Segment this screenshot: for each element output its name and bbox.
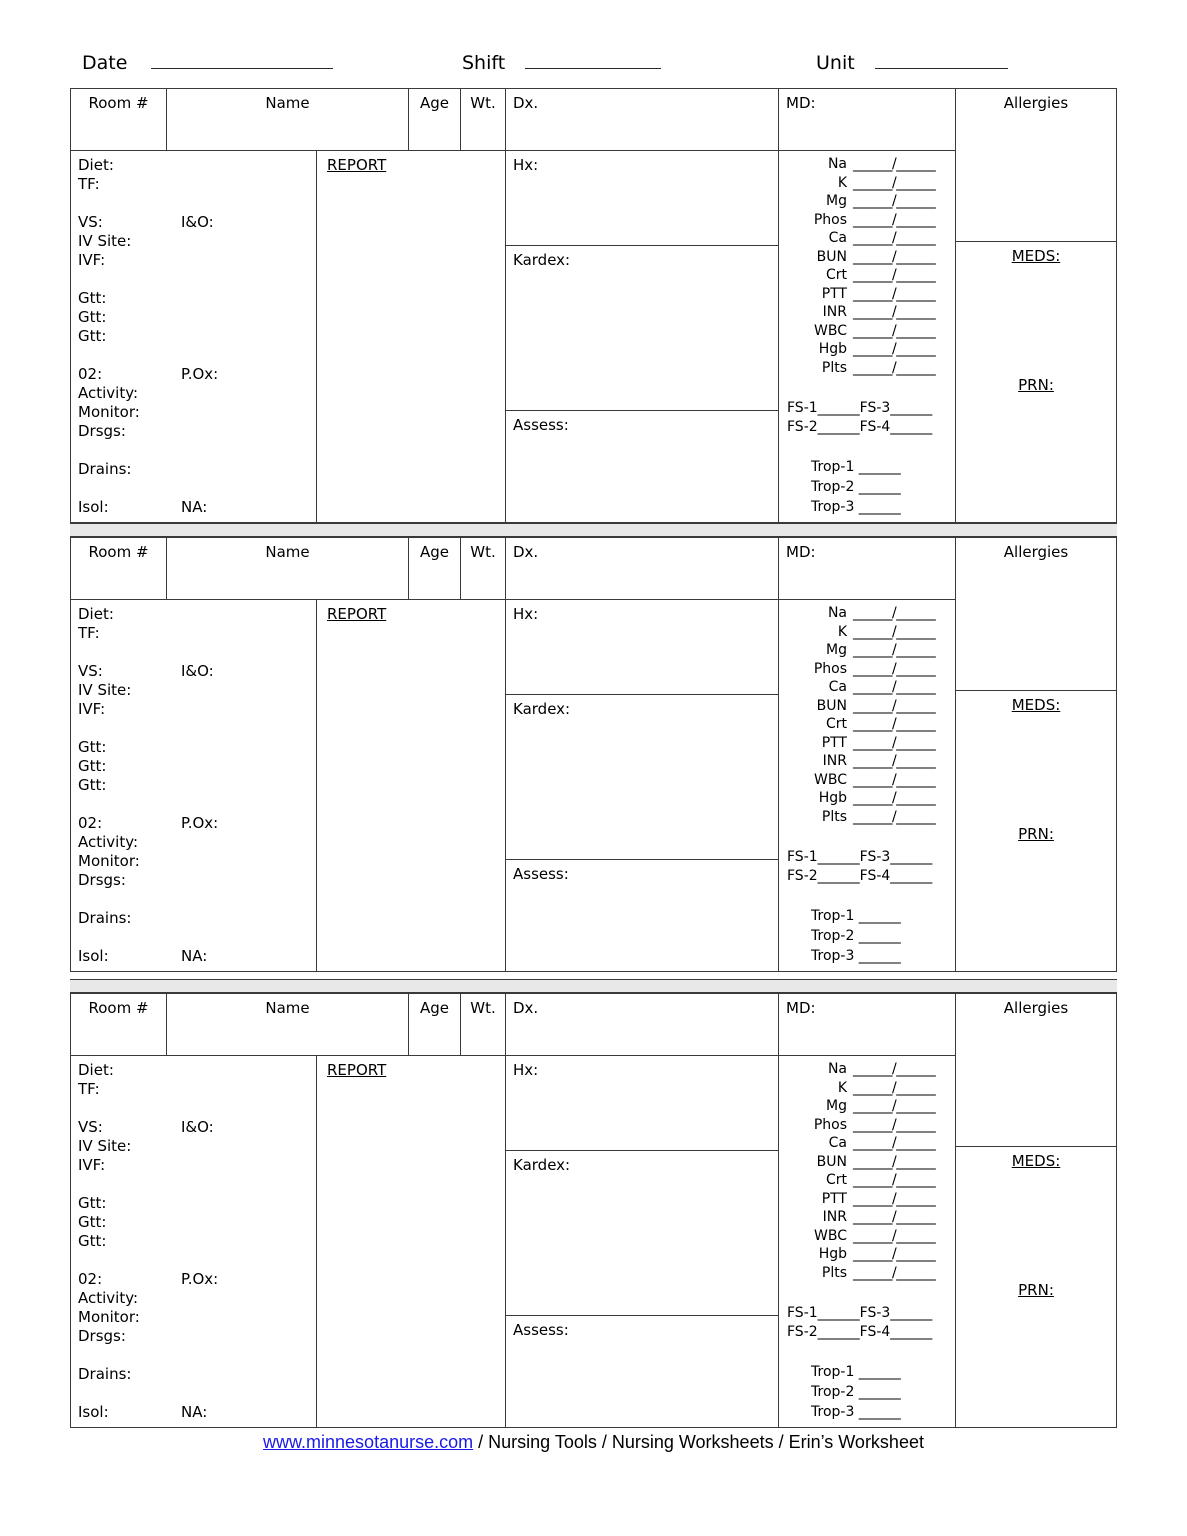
field-iv-site: IV Site:	[78, 1137, 132, 1155]
lab-row	[779, 715, 955, 734]
prn-heading: PRN:	[1018, 1281, 1054, 1299]
kardex-section[interactable]: Kardex:	[506, 1151, 779, 1316]
column-header-name: Name	[167, 538, 409, 600]
lab-row	[779, 1060, 955, 1079]
lab-blank[interactable]: ______/______	[853, 285, 936, 302]
field-diet: Diet:	[78, 1061, 114, 1079]
field-gtt-1: Gtt:	[78, 289, 107, 307]
column-header-md: MD:	[779, 89, 956, 151]
lab-row	[779, 1116, 955, 1135]
history-section[interactable]: Hx:	[506, 1056, 779, 1151]
lab-row	[779, 660, 955, 679]
lab-row	[779, 808, 955, 827]
lab-label: PTT	[821, 734, 847, 751]
lab-label: Phos	[813, 211, 847, 228]
lab-values-panel	[779, 600, 956, 971]
column-header-md: MD:	[779, 538, 956, 600]
patient-block	[70, 88, 1117, 523]
history-section[interactable]: Hx:	[506, 600, 779, 695]
lab-blank[interactable]: ______/______	[853, 1116, 936, 1133]
field-gtt-3: Gtt:	[78, 776, 107, 794]
report-heading: REPORT	[327, 1061, 387, 1079]
field-na-aide: NA:	[181, 947, 208, 965]
lab-row	[779, 604, 955, 623]
lab-blank[interactable]: ______/______	[853, 642, 936, 658]
field-diet: Diet:	[78, 605, 114, 623]
lab-label: Crt	[825, 716, 847, 732]
field-gtt-3: Gtt:	[78, 1232, 107, 1250]
lab-blank[interactable]: ______/______	[853, 1209, 936, 1225]
allergies-entry-area[interactable]	[956, 1056, 1116, 1147]
lab-row	[779, 1264, 955, 1283]
lab-row	[779, 1227, 955, 1246]
field-activity: Activity:	[78, 384, 139, 402]
field-tf: TF:	[78, 175, 100, 193]
lab-blank[interactable]: ______/______	[853, 1264, 936, 1281]
lab-blank[interactable]: ______/______	[853, 322, 936, 339]
field-ivf: IVF:	[78, 700, 106, 718]
lab-row	[779, 155, 955, 174]
lab-row	[779, 340, 955, 359]
fingerstick-group	[779, 1304, 955, 1342]
column-header-dx: Dx.	[506, 994, 779, 1056]
lab-row	[779, 1134, 955, 1153]
column-header-dx: Dx.	[506, 89, 779, 151]
field-io: I&O:	[181, 662, 214, 680]
lab-label: WBC	[814, 771, 847, 788]
lab-row	[779, 734, 955, 753]
lab-row	[779, 641, 955, 660]
field-gtt-2: Gtt:	[78, 757, 107, 775]
lab-label: Plts	[821, 359, 847, 376]
lab-blank[interactable]: ______/______	[853, 230, 936, 246]
field-tf: TF:	[78, 1080, 100, 1098]
date-write-line[interactable]	[151, 54, 333, 69]
field-gtt-3: Gtt:	[78, 327, 107, 345]
lab-blank[interactable]: ______/______	[853, 156, 936, 172]
patient-block	[70, 993, 1117, 1428]
field-na-aide: NA:	[181, 1403, 208, 1421]
field-o2: 02:	[78, 1270, 103, 1288]
lab-row	[779, 303, 955, 322]
field-ivf: IVF:	[78, 251, 106, 269]
lab-row	[779, 1079, 955, 1098]
patient-block-body	[71, 600, 1116, 971]
patient-block-body	[71, 151, 1116, 522]
fingerstick-group	[779, 848, 955, 886]
field-drsgs: Drsgs:	[78, 1327, 126, 1345]
lab-blank[interactable]: ______/______	[853, 623, 936, 640]
lab-blank[interactable]: ______/______	[853, 211, 936, 228]
allergies-entry-area[interactable]	[956, 151, 1116, 242]
lab-label: Phos	[813, 660, 847, 677]
field-drains: Drains:	[78, 909, 132, 927]
column-header-name: Name	[167, 89, 409, 151]
lab-blank[interactable]: ______/______	[853, 174, 936, 191]
column-header-room: Room #	[71, 538, 167, 600]
field-pox: P.Ox:	[181, 1270, 219, 1288]
block-separator	[70, 523, 1117, 537]
field-o2: 02:	[78, 814, 103, 832]
patient-block-body	[71, 1056, 1116, 1427]
field-isol: Isol:	[78, 1403, 109, 1421]
lab-blank[interactable]: ______/______	[853, 771, 936, 788]
assessment-section[interactable]: Assess:	[506, 411, 779, 522]
lab-blank[interactable]: ______/______	[853, 1227, 936, 1244]
field-iv-site: IV Site:	[78, 681, 132, 699]
column-header-md: MD:	[779, 994, 956, 1056]
lab-blank[interactable]: ______/______	[853, 753, 936, 769]
meds-section[interactable]	[956, 1147, 1116, 1427]
lab-row	[779, 211, 955, 230]
lab-label: Mg	[826, 193, 847, 209]
unit-field	[816, 52, 1008, 74]
lab-label: Na	[827, 156, 847, 172]
field-vs: VS:	[78, 662, 103, 680]
troponin-group	[779, 457, 955, 517]
field-gtt-2: Gtt:	[78, 1213, 107, 1231]
troponin-row-3[interactable]: Trop-3 ______	[811, 1404, 901, 1420]
troponin-row-1[interactable]: Trop-1 ______	[811, 459, 901, 475]
field-gtt-2: Gtt:	[78, 308, 107, 326]
column-header-allergies: Allergies	[1003, 999, 1069, 1017]
kardex-section[interactable]: Kardex:	[506, 246, 779, 411]
lab-row	[779, 789, 955, 808]
column-header-age: Age	[409, 994, 461, 1056]
unit-label: Unit	[816, 52, 855, 74]
lab-row	[779, 623, 955, 642]
lab-label: Na	[827, 1061, 847, 1077]
lab-blank[interactable]: ______/______	[853, 1246, 936, 1262]
lab-label: Ca	[828, 679, 847, 695]
field-na-aide: NA:	[181, 498, 208, 516]
lab-label: Hgb	[818, 790, 847, 806]
field-vs: VS:	[78, 213, 103, 231]
lab-label: Crt	[825, 1172, 847, 1188]
lab-label: Ca	[828, 1135, 847, 1151]
lab-row	[779, 229, 955, 248]
lab-blank[interactable]: ______/______	[853, 193, 936, 209]
field-isol: Isol:	[78, 498, 109, 516]
lab-label: INR	[822, 1209, 847, 1225]
lab-blank[interactable]: ______/______	[853, 1135, 936, 1151]
patient-care-fields	[71, 151, 317, 522]
lab-blank[interactable]: ______/______	[853, 790, 936, 806]
lab-label: Crt	[825, 267, 847, 283]
lab-blank[interactable]: ______/______	[853, 1153, 936, 1170]
lab-label: WBC	[814, 1227, 847, 1244]
lab-label: INR	[822, 304, 847, 320]
field-gtt-1: Gtt:	[78, 738, 107, 756]
lab-row	[779, 174, 955, 193]
minnesotanurse-link[interactable]: www.minnesotanurse.com	[263, 1432, 474, 1452]
field-tf: TF:	[78, 624, 100, 642]
fingerstick-row-1[interactable]: FS-1______FS-3______	[787, 849, 933, 865]
column-header-allergies: Allergies	[1003, 94, 1069, 112]
lab-row	[779, 1153, 955, 1172]
lab-row	[779, 771, 955, 790]
lab-row	[779, 1097, 955, 1116]
history-section[interactable]: Hx:	[506, 151, 779, 246]
report-section[interactable]	[317, 151, 506, 522]
column-header-age: Age	[409, 89, 461, 151]
lab-row	[779, 1208, 955, 1227]
field-pox: P.Ox:	[181, 365, 219, 383]
column-header-wt: Wt.	[461, 89, 506, 151]
report-section[interactable]	[317, 1056, 506, 1427]
lab-label: Phos	[813, 1116, 847, 1133]
block-separator	[70, 979, 1117, 993]
allergies-entry-area[interactable]	[956, 600, 1116, 691]
assessment-section[interactable]: Assess:	[506, 860, 779, 971]
lab-blank[interactable]: ______/______	[853, 808, 936, 825]
lab-label: Mg	[826, 1098, 847, 1114]
column-header-allergies: Allergies	[1003, 543, 1069, 561]
lab-blank[interactable]: ______/______	[853, 679, 936, 695]
field-drains: Drains:	[78, 1365, 132, 1383]
lab-label: BUN	[816, 1153, 847, 1170]
report-heading: REPORT	[327, 156, 387, 174]
field-drsgs: Drsgs:	[78, 422, 126, 440]
column-header-name: Name	[167, 994, 409, 1056]
lab-row	[779, 678, 955, 697]
meds-heading: MEDS:	[1011, 1152, 1061, 1170]
lab-values-panel	[779, 151, 956, 522]
column-header-wt: Wt.	[461, 994, 506, 1056]
field-io: I&O:	[181, 1118, 214, 1136]
lab-label: Plts	[821, 808, 847, 825]
troponin-group	[779, 1362, 955, 1422]
field-iv-site: IV Site:	[78, 232, 132, 250]
troponin-row-2[interactable]: Trop-2 ______	[811, 1384, 901, 1400]
lab-row	[779, 1245, 955, 1264]
lab-label: Plts	[821, 1264, 847, 1281]
lab-row	[779, 359, 955, 378]
column-header-room: Room #	[71, 89, 167, 151]
field-drains: Drains:	[78, 460, 132, 478]
field-o2: 02:	[78, 365, 103, 383]
field-gtt-1: Gtt:	[78, 1194, 107, 1212]
meds-section[interactable]	[956, 691, 1116, 971]
fingerstick-row-2[interactable]: FS-2______FS-4______	[787, 419, 933, 435]
lab-label: K	[837, 174, 847, 191]
lab-row	[779, 266, 955, 285]
lab-label: Hgb	[818, 1246, 847, 1262]
lab-label: Hgb	[818, 341, 847, 357]
column-header-dx: Dx.	[506, 538, 779, 600]
fingerstick-row-2[interactable]: FS-2______FS-4______	[787, 868, 933, 884]
lab-blank[interactable]: ______/______	[853, 1172, 936, 1188]
lab-blank[interactable]: ______/______	[853, 267, 936, 283]
lab-label: Ca	[828, 230, 847, 246]
footer-breadcrumb: / Nursing Tools / Nursing Worksheets / Erin’s Worksheet	[473, 1432, 924, 1452]
lab-label: BUN	[816, 697, 847, 714]
column-header-wt: Wt.	[461, 538, 506, 600]
meds-section[interactable]	[956, 242, 1116, 522]
patient-care-fields	[71, 1056, 317, 1427]
prn-heading: PRN:	[1018, 376, 1054, 394]
lab-row	[779, 697, 955, 716]
lab-blank[interactable]: ______/______	[853, 1079, 936, 1096]
lab-row	[779, 1190, 955, 1209]
lab-blank[interactable]: ______/______	[853, 716, 936, 732]
field-monitor: Monitor:	[78, 403, 140, 421]
report-heading: REPORT	[327, 605, 387, 623]
lab-values-panel	[779, 1056, 956, 1427]
lab-row	[779, 1171, 955, 1190]
lab-blank[interactable]: ______/______	[853, 248, 936, 265]
fingerstick-row-1[interactable]: FS-1______FS-3______	[787, 1305, 933, 1321]
lab-blank[interactable]: ______/______	[853, 341, 936, 357]
lab-blank[interactable]: ______/______	[853, 734, 936, 751]
field-activity: Activity:	[78, 1289, 139, 1307]
fingerstick-group	[779, 399, 955, 437]
column-header-room: Room #	[71, 994, 167, 1056]
troponin-row-3[interactable]: Trop-3 ______	[811, 948, 901, 964]
shift-field	[462, 52, 661, 74]
field-ivf: IVF:	[78, 1156, 106, 1174]
lab-label: PTT	[821, 1190, 847, 1207]
field-pox: P.Ox:	[181, 814, 219, 832]
field-io: I&O:	[181, 213, 214, 231]
lab-label: PTT	[821, 285, 847, 302]
troponin-row-3[interactable]: Trop-3 ______	[811, 499, 901, 515]
lab-blank[interactable]: ______/______	[853, 1190, 936, 1207]
lab-label: INR	[822, 753, 847, 769]
lab-blank[interactable]: ______/______	[853, 697, 936, 714]
report-section[interactable]	[317, 600, 506, 971]
fingerstick-row-2[interactable]: FS-2______FS-4______	[787, 1324, 933, 1340]
field-monitor: Monitor:	[78, 1308, 140, 1326]
lab-row	[779, 752, 955, 771]
lab-blank[interactable]: ______/______	[853, 304, 936, 320]
kardex-section[interactable]: Kardex:	[506, 695, 779, 860]
column-header-age: Age	[409, 538, 461, 600]
troponin-row-1[interactable]: Trop-1 ______	[811, 908, 901, 924]
lab-label: K	[837, 623, 847, 640]
lab-blank[interactable]: ______/______	[853, 605, 936, 621]
lab-label: WBC	[814, 322, 847, 339]
lab-blank[interactable]: ______/______	[853, 1098, 936, 1114]
lab-label: Mg	[826, 642, 847, 658]
lab-blank[interactable]: ______/______	[853, 1061, 936, 1077]
date-field	[82, 52, 333, 74]
field-vs: VS:	[78, 1118, 103, 1136]
lab-row	[779, 322, 955, 341]
meds-heading: MEDS:	[1011, 696, 1061, 714]
field-activity: Activity:	[78, 833, 139, 851]
date-label: Date	[82, 52, 128, 74]
shift-label: Shift	[462, 52, 506, 74]
footer	[0, 1432, 1187, 1453]
lab-row	[779, 192, 955, 211]
document-header	[70, 48, 1117, 82]
troponin-group	[779, 906, 955, 966]
shift-write-line[interactable]	[525, 54, 661, 69]
lab-row	[779, 285, 955, 304]
lab-label: Na	[827, 605, 847, 621]
lab-label: K	[837, 1079, 847, 1096]
lab-row	[779, 248, 955, 267]
meds-heading: MEDS:	[1011, 247, 1061, 265]
prn-heading: PRN:	[1018, 825, 1054, 843]
field-isol: Isol:	[78, 947, 109, 965]
assessment-section[interactable]: Assess:	[506, 1316, 779, 1427]
troponin-row-2[interactable]: Trop-2 ______	[811, 479, 901, 495]
troponin-row-2[interactable]: Trop-2 ______	[811, 928, 901, 944]
troponin-row-1[interactable]: Trop-1 ______	[811, 1364, 901, 1380]
fingerstick-row-1[interactable]: FS-1______FS-3______	[787, 400, 933, 416]
field-monitor: Monitor:	[78, 852, 140, 870]
lab-blank[interactable]: ______/______	[853, 660, 936, 677]
lab-blank[interactable]: ______/______	[853, 359, 936, 376]
lab-label: BUN	[816, 248, 847, 265]
field-diet: Diet:	[78, 156, 114, 174]
patient-care-fields	[71, 600, 317, 971]
field-drsgs: Drsgs:	[78, 871, 126, 889]
unit-write-line[interactable]	[875, 54, 1008, 69]
patient-block	[70, 537, 1117, 972]
